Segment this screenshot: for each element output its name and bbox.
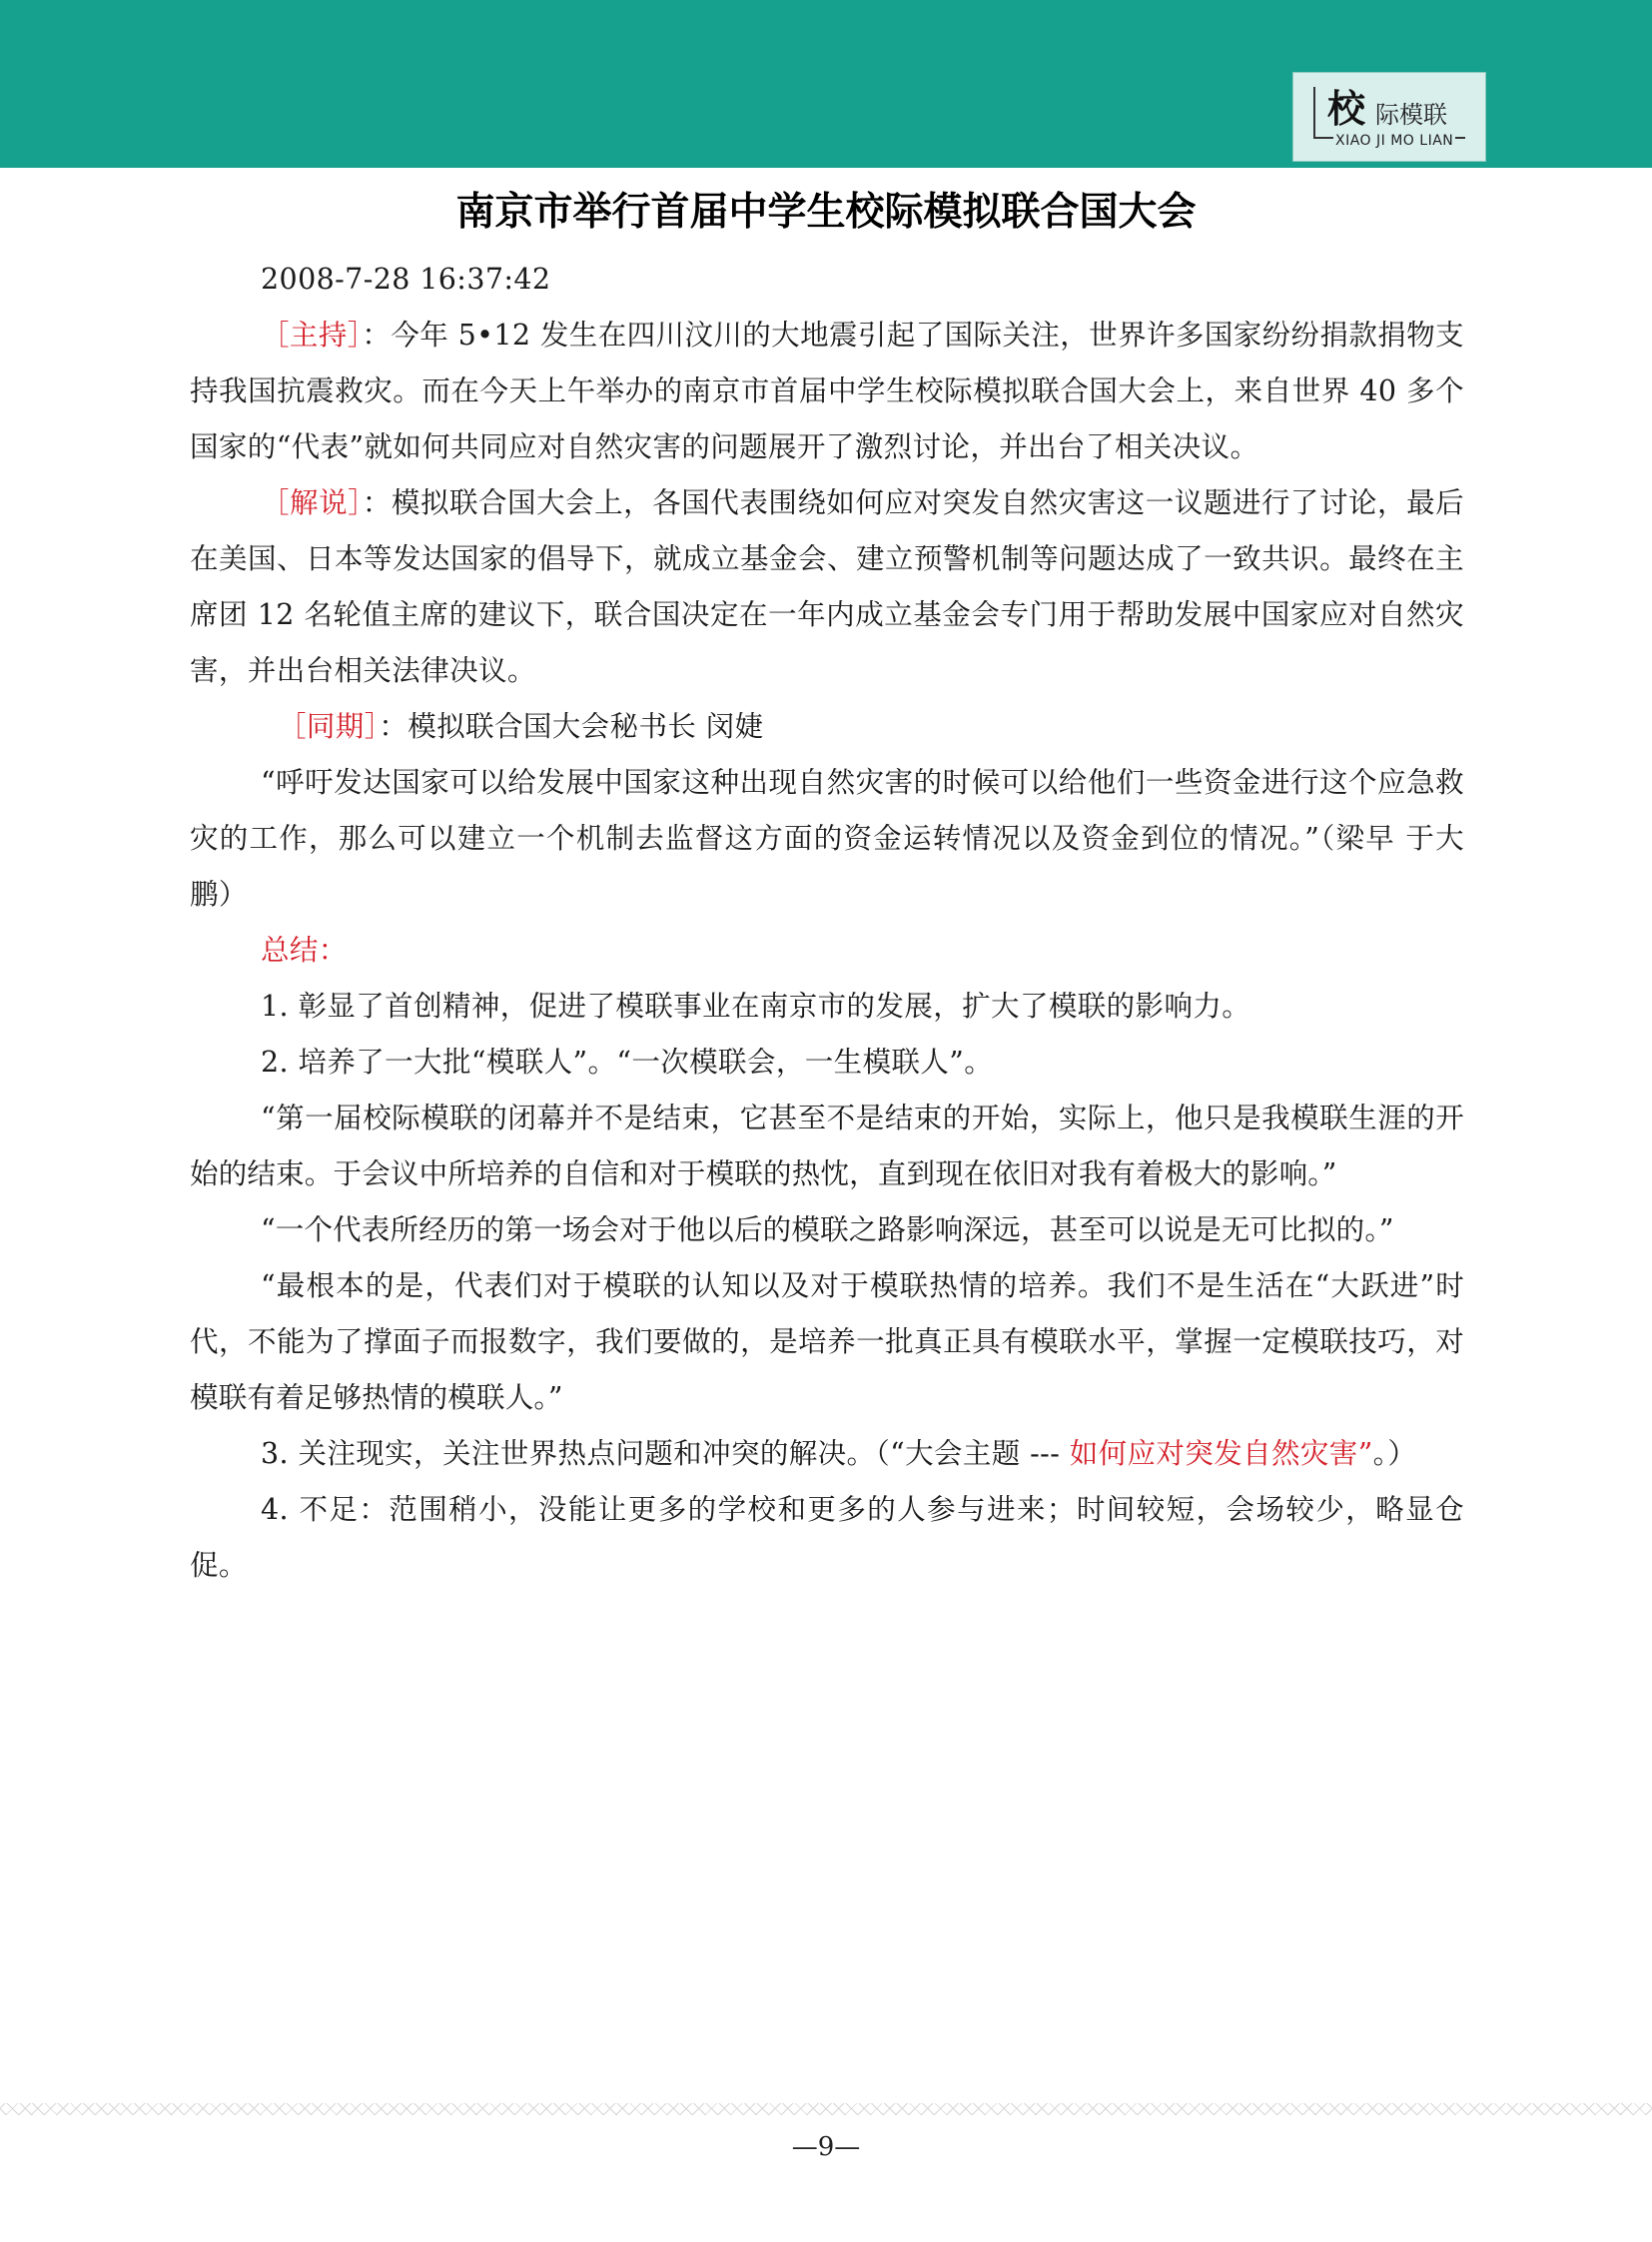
footer-divider [0,2103,1652,2115]
logo-subtitle: 际模联 [1375,101,1447,129]
summary-label: 总结： [261,934,348,967]
sync-text: ：模拟联合国大会秘书长 闵婕 [379,710,764,743]
explain-text: ：模拟联合国大会上，各国代表围绕如何应对突发自然灾害这一议题进行了讨论，最后在美国、日本等发达国家的倡导下，就成立基金会、建立预警机制等问题达成了一致共识。最终在主席团 12 名轮值主席的建议下，联合国决定在一年内成立基金会专门用于帮助发展中国家应对自然灾害，并出台相关法律决议。 [190,486,1465,687]
host-label: ［主持］ [261,319,363,352]
participant-quote-1: “第一届校际模联的闭幕并不是结束，它甚至不是结束的开始，实际上，他只是我模联生涯的开始的结束。于会议中所培养的自信和对于模联的热忱，直到现在依旧对我有着极大的影响。” [190,1102,1464,1190]
article-title: 南京市举行首届中学生校际模拟联合国大会 [455,190,1197,235]
article-body [190,252,1464,1594]
summary-point-2: 2. 培养了一大批“模联人”。“一次模联会，一生模联人”。 [261,1046,994,1079]
sync-quote: “呼吁发达国家可以给发展中国家这种出现自然灾害的时候可以给他们一些资金进行这个应急救灾的工作，那么可以建立一个机制去监督这方面的资金运转情况以及资金到位的情况。”（梁早 于大鹏） [190,766,1464,911]
host-paragraph [190,308,1464,475]
date-text: 2008-7-28 16:37:42 [261,263,551,296]
logo-badge [1292,72,1486,162]
page-number: —9— [791,2132,861,2162]
summary-point-4: 4. 不足：范围稍小，没能让更多的学校和更多的人参与进来；时间较短，会场较少，略显仓促。 [190,1493,1464,1582]
participant-quote-2: “一个代表所经历的第一场会对于他以后的模联之路影响深远，甚至可以说是无可比拟的。” [261,1213,1394,1246]
sync-label: ［同期］ [278,710,380,743]
explain-paragraph [190,475,1464,699]
logo-main-char: 校 [1327,87,1366,131]
article-date [190,252,1464,308]
explain-label: ［解说］ [261,486,363,519]
point3-suffix: 。） [1372,1437,1417,1470]
summary-point-3 [190,1426,1464,1482]
point3-prefix: 3. 关注现实，关注世界热点问题和冲突的解决。（“大会主题 --- [261,1437,1070,1470]
participant-quote-3: “最根本的是，代表们对于模联的认知以及对于模联热情的培养。我们不是生活在“大跃进”时代，不能为了撑面子而报数字，我们要做的，是培养一批真正具有模联水平，掌握一定模联技巧，对模联有着足够热情的模联人。” [190,1269,1464,1414]
sync-paragraph [190,699,1464,755]
logo-pinyin: XIAO JI MO LIAN [1335,133,1454,149]
point3-theme: 如何应对突发自然灾害” [1069,1437,1373,1470]
summary-heading [190,923,1464,979]
host-text: ：今年 5•12 发生在四川汶川的大地震引起了国际关注，世界许多国家纷纷捐款捐物支持我国抗震救灾。而在今天上午举办的南京市首届中学生校际模拟联合国大会上，来自世界 40 多个国家的“代表”就如何共同应对自然灾害的问题展开了激烈讨论，并出台了相关决议。 [190,319,1465,463]
summary-point-1: 1. 彰显了首创精神，促进了模联事业在南京市的发展，扩大了模联的影响力。 [261,990,1251,1023]
